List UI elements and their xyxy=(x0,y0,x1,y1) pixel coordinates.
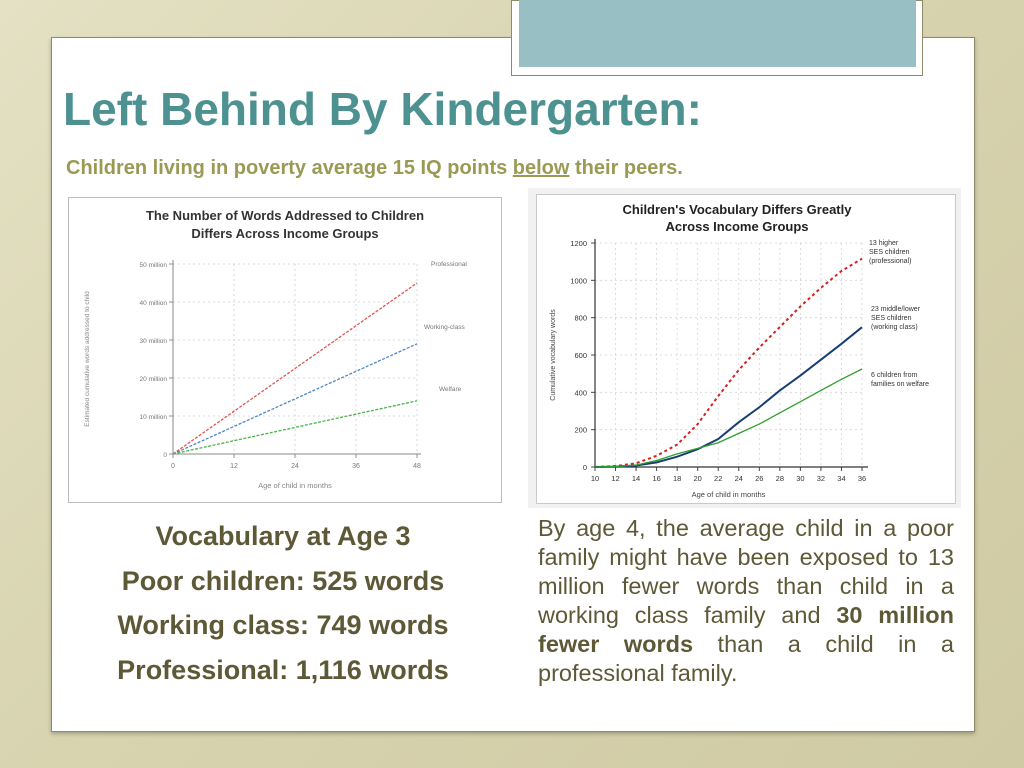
body-text-end: than a child in a professional family. xyxy=(538,631,954,686)
vocabulary-chart xyxy=(536,194,956,504)
chart2-y-tick-label: 200 xyxy=(574,425,587,435)
chart2-x-tick-label: 26 xyxy=(755,474,764,483)
chart2-y-tick-label: 0 xyxy=(582,463,587,472)
chart1-series-label-welfare: Welfare xyxy=(439,386,462,393)
words-addressed-chart xyxy=(68,197,502,503)
chart1-x-axis-label: Age of child in months xyxy=(258,481,332,490)
chart1-y-tick-label: 40 million xyxy=(139,300,167,307)
chart1-y-tick-label: 0 xyxy=(163,452,167,459)
chart1-x-tick-label: 0 xyxy=(171,463,175,470)
chart2-title-line1: Children's Vocabulary Differs Greatly xyxy=(622,202,852,217)
body-paragraph xyxy=(538,514,954,688)
chart2-series-label-23-middle-lower-ses-children-working-class: (working class) xyxy=(871,324,918,331)
stats-poor: Poor children: 525 words xyxy=(121,565,445,596)
body-text-start: By age 4, the average child in a poor family might have been exposed to 13 million fewer words than child in a working class family and xyxy=(538,515,954,628)
chart2-series-label-6-children-from-families-on-welfare: 6 children from xyxy=(871,372,918,379)
chart2-series-line-13-higher-ses-children-professional xyxy=(595,259,862,467)
chart2-title-line2: Across Income Groups xyxy=(665,219,809,234)
chart2-x-tick-label: 36 xyxy=(857,474,867,483)
chart2-x-tick-label: 18 xyxy=(672,474,682,483)
chart2-x-tick-label: 32 xyxy=(816,474,826,483)
chart2-x-tick-label: 22 xyxy=(714,474,723,483)
words-addressed-chart-svg xyxy=(69,198,501,502)
chart2-x-tick-label: 12 xyxy=(611,474,620,483)
chart2-y-axis-label: Cumulative vocabulary words xyxy=(550,309,557,401)
chart1-series-label-professional: Professional xyxy=(431,261,467,268)
chart2-x-tick-label: 16 xyxy=(652,474,661,483)
subtitle-underlined: below xyxy=(512,157,570,179)
chart1-series-line-professional xyxy=(173,283,417,454)
vocabulary-stats xyxy=(66,514,500,692)
chart2-x-tick-label: 28 xyxy=(775,474,785,483)
chart1-y-axis-label: Estimated cumulative words addressed to child xyxy=(84,291,91,427)
chart2-series-label-6-children-from-families-on-welfare: families on welfare xyxy=(871,381,929,388)
accent-bar xyxy=(519,0,916,67)
chart2-y-tick-label: 1000 xyxy=(570,276,587,286)
vocabulary-chart-svg xyxy=(537,195,955,503)
chart2-x-tick-label: 24 xyxy=(734,474,743,483)
chart2-y-tick-label: 400 xyxy=(574,388,587,398)
chart2-x-tick-label: 14 xyxy=(631,474,641,483)
chart2-series-label-13-higher-ses-children-professional: SES children xyxy=(869,249,910,256)
chart2-series-label-23-middle-lower-ses-children-working-class: 23 middle/lower xyxy=(871,306,921,313)
chart1-x-tick-label: 48 xyxy=(413,463,421,470)
chart2-series-line-23-middle-lower-ses-children-working-class xyxy=(595,327,862,467)
chart1-y-tick-label: 20 million xyxy=(139,376,167,383)
stats-heading: Vocabulary at Age 3 xyxy=(155,521,411,551)
chart1-x-tick-label: 36 xyxy=(352,463,360,470)
chart2-series-label-13-higher-ses-children-professional: (professional) xyxy=(869,258,912,265)
chart1-series-label-working-class: Working-class xyxy=(424,324,465,331)
chart2-y-tick-label: 800 xyxy=(574,313,587,323)
chart2-series-line-6-children-from-families-on-welfare xyxy=(595,369,862,467)
chart2-series-label-23-middle-lower-ses-children-working-class: SES children xyxy=(871,315,912,322)
chart2-y-tick-label: 600 xyxy=(574,351,587,360)
chart1-series-line-welfare xyxy=(173,401,417,454)
vocabulary-chart-frame xyxy=(528,188,961,508)
chart2-x-axis-label: Age of child in months xyxy=(691,490,766,499)
body-text-bold: 30 million fewer words xyxy=(538,602,954,657)
chart1-y-tick-label: 30 million xyxy=(139,338,167,345)
chart1-title-line1: The Number of Words Addressed to Children xyxy=(145,208,425,223)
subtitle-end: their peers. xyxy=(569,157,683,179)
chart2-x-tick-label: 10 xyxy=(590,474,600,483)
chart2-x-tick-label: 20 xyxy=(693,474,702,483)
slide-title: Left Behind By Kindergarten: xyxy=(63,83,702,135)
chart1-x-tick-label: 12 xyxy=(230,463,238,470)
chart2-x-tick-label: 34 xyxy=(837,474,846,483)
chart2-x-tick-label: 30 xyxy=(796,474,805,483)
chart1-title-line2: Differs Across Income Groups xyxy=(191,226,379,241)
stats-professional: Professional: 1,116 words xyxy=(117,654,449,685)
chart1-y-tick-label: 10 million xyxy=(139,414,167,421)
slide-subtitle xyxy=(66,157,683,180)
chart2-series-label-13-higher-ses-children-professional: 13 higher xyxy=(869,240,899,247)
chart2-y-tick-label: 1200 xyxy=(570,239,587,248)
stats-working: Working class: 749 words xyxy=(117,610,449,640)
chart1-y-tick-label: 50 million xyxy=(139,262,167,269)
chart1-x-tick-label: 24 xyxy=(291,463,299,470)
subtitle-text: Children living in poverty average 15 IQ points xyxy=(66,157,513,179)
